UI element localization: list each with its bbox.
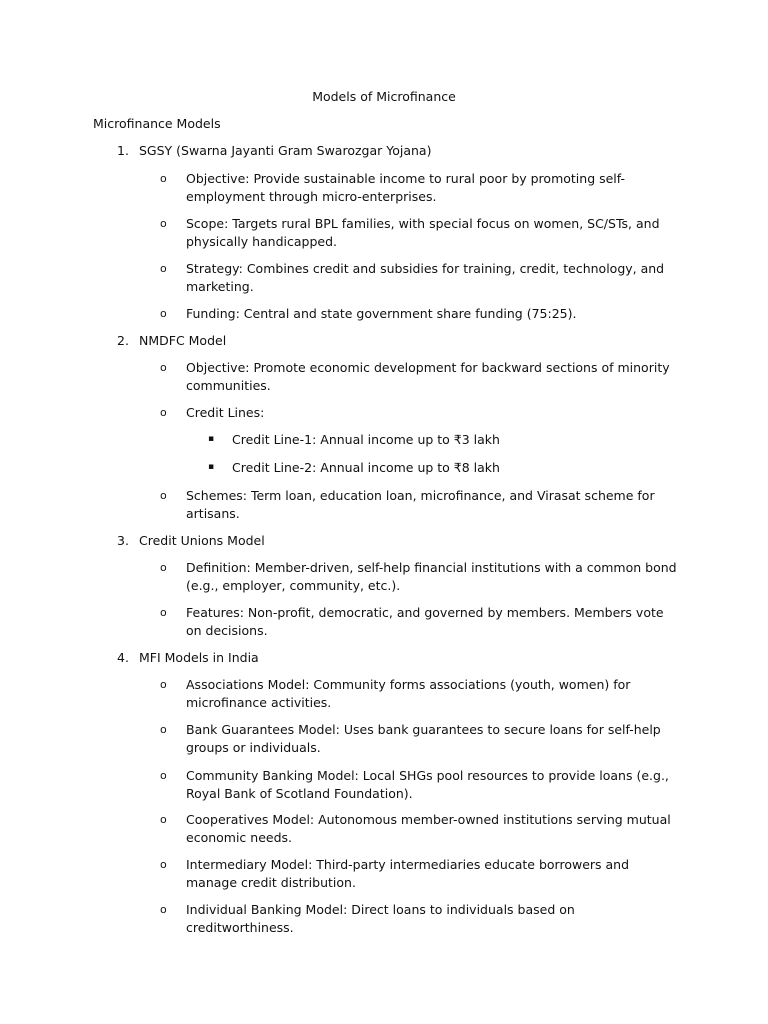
circle-bullet-icon: o bbox=[160, 262, 167, 275]
bullet-text: Funding: Central and state government share funding (75:25). bbox=[186, 306, 577, 321]
sub-bullet-text: Credit Line-1: Annual income up to ₹3 lakh bbox=[232, 432, 500, 447]
bullet-text: Credit Lines: bbox=[186, 405, 265, 420]
circle-bullet-icon: o bbox=[160, 361, 167, 374]
model-title bbox=[117, 649, 259, 666]
bullet-text: Features: Non-profit, democratic, and governed by members. Members vote on decisions. bbox=[186, 605, 664, 638]
circle-bullet-icon: o bbox=[160, 489, 167, 502]
circle-bullet-icon: o bbox=[160, 561, 167, 574]
bullet-text: Definition: Member-driven, self-help financial institutions with a common bond (e.g., employer, community, etc.). bbox=[186, 560, 677, 593]
model-number: 3. bbox=[117, 533, 129, 548]
bullet-text: Objective: Provide sustainable income to rural poor by promoting self-employment through micro-enterprises. bbox=[186, 171, 626, 204]
circle-bullet-icon: o bbox=[160, 813, 167, 826]
circle-bullet-icon: o bbox=[160, 903, 167, 916]
model-title-text: MFI Models in India bbox=[139, 650, 259, 665]
circle-bullet-icon: o bbox=[160, 307, 167, 320]
model-number: 4. bbox=[117, 650, 129, 665]
model-title-text: Credit Unions Model bbox=[139, 533, 265, 548]
sub-bullet-text: Credit Line-2: Annual income up to ₹8 lakh bbox=[232, 460, 500, 475]
circle-bullet-icon: o bbox=[160, 217, 167, 230]
model-title bbox=[117, 532, 265, 549]
circle-bullet-icon: o bbox=[160, 172, 167, 185]
model-title bbox=[117, 142, 431, 159]
model-title bbox=[117, 332, 226, 349]
model-title-text: NMDFC Model bbox=[139, 333, 227, 348]
document-title: Models of Microfinance bbox=[312, 89, 456, 104]
circle-bullet-icon: o bbox=[160, 769, 167, 782]
bullet-text: Objective: Promote economic development for backward sections of minority communities. bbox=[186, 360, 670, 393]
square-bullet-icon: ▪ bbox=[208, 434, 215, 444]
bullet-text: Individual Banking Model: Direct loans to individuals based on creditworthiness. bbox=[186, 902, 575, 935]
bullet-text: Strategy: Combines credit and subsidies for training, credit, technology, and marketing. bbox=[186, 261, 665, 294]
circle-bullet-icon: o bbox=[160, 678, 167, 691]
bullet-text: Associations Model: Community forms associations (youth, women) for microfinance activities. bbox=[186, 677, 631, 710]
model-number: 1. bbox=[117, 143, 129, 158]
bullet-text: Intermediary Model: Third-party intermediaries educate borrowers and manage credit distribution. bbox=[186, 857, 630, 890]
bullet-text: Cooperatives Model: Autonomous member-owned institutions serving mutual economic needs. bbox=[186, 812, 671, 845]
model-title-text: SGSY (Swarna Jayanti Gram Swarozgar Yojana) bbox=[139, 143, 432, 158]
circle-bullet-icon: o bbox=[160, 406, 167, 419]
circle-bullet-icon: o bbox=[160, 606, 167, 619]
bullet-text: Community Banking Model: Local SHGs pool resources to provide loans (e.g., Royal Bank of Scotland Foundation). bbox=[186, 768, 669, 801]
square-bullet-icon: ▪ bbox=[208, 462, 215, 472]
bullet-text: Schemes: Term loan, education loan, microfinance, and Virasat scheme for artisans. bbox=[186, 488, 655, 521]
bullet-text: Scope: Targets rural BPL families, with special focus on women, SC/STs, and physically handicapped. bbox=[186, 216, 660, 249]
circle-bullet-icon: o bbox=[160, 723, 167, 736]
circle-bullet-icon: o bbox=[160, 858, 167, 871]
bullet-text: Bank Guarantees Model: Uses bank guarantees to secure loans for self-help groups or individuals. bbox=[186, 722, 661, 755]
section-heading: Microfinance Models bbox=[93, 116, 221, 131]
model-number: 2. bbox=[117, 333, 129, 348]
